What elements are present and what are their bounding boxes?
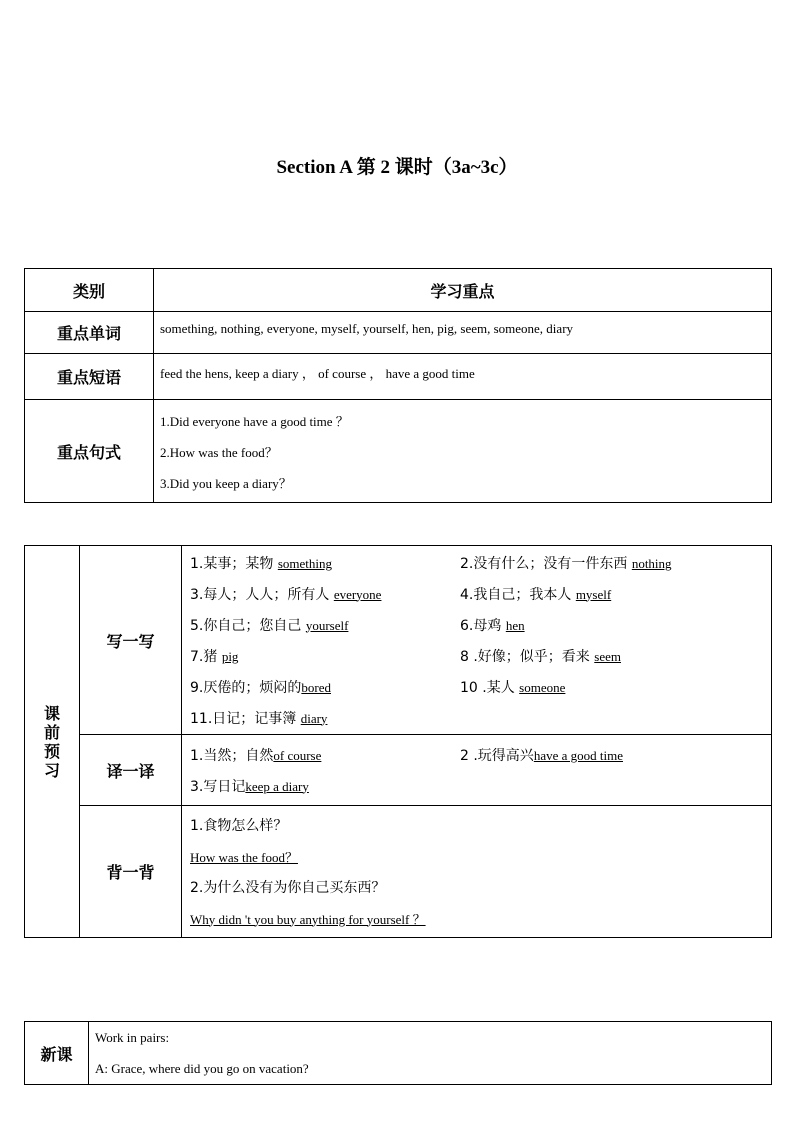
write-answer: pig [221,648,239,664]
write-cn: 9.厌倦的；烦闷的 [190,679,302,696]
recite-answer: How was the food？ [190,849,298,865]
write-cn: 1.某事；某物 [190,555,274,572]
write-row [190,671,765,702]
translate-answer: have a good time [533,747,623,763]
sentence-line: 2.How was the food？ [160,444,278,460]
write-answer: bored [301,679,331,695]
new-lesson-line: Work in pairs: [95,1029,170,1045]
write-row [190,609,765,640]
write-cn: 10 .某人 [460,679,515,696]
write-label: 写一写 [80,546,182,735]
recite-question: 2.为什么没有为你自己买东西？ [190,880,386,896]
preview-section-label [25,546,80,938]
sentence-category: 重点句式 [25,400,154,503]
recite-label: 背一背 [80,806,182,938]
write-cn: 2.没有什么；没有一件东西 [460,555,628,572]
preview-label-text [25,704,79,780]
focus-header: 学习重点 [154,269,772,312]
translate-row [190,770,765,801]
sentence-content [154,400,772,503]
write-answer: hen [505,617,525,633]
translate-answer: of course [273,747,322,763]
new-lesson-content [89,1022,772,1085]
translate-label: 译一译 [80,735,182,806]
translate-content [182,735,772,806]
write-answer: something [277,555,332,571]
recite-question: 1.食物怎么样？ [190,818,288,834]
new-lesson-table [24,1021,772,1085]
recite-content [182,806,772,938]
vocab-content: something, nothing, everyone, myself, yourself, hen, pig, seem, someone, diary [154,312,772,354]
sentence-line: 1.Did everyone have a good time ？ [160,413,349,429]
focus-table [24,268,772,503]
sentence-line: 3.Did you keep a diary？ [160,475,292,491]
write-answer: nothing [631,555,672,571]
write-cn: 5.你自己；您自己 [190,617,302,634]
new-lesson-line: A: Grace, where did you go on vacation? [95,1060,309,1076]
vocab-category: 重点单词 [25,312,154,354]
write-cn: 3.每人；人人；所有人 [190,586,330,603]
write-cn: 6.母鸡 [460,617,502,634]
write-row [190,640,765,671]
write-answer: someone [519,679,566,695]
write-answer: diary [300,710,328,726]
phrase-content: feed the hens, keep a diary ， of course ， have a good time [154,354,772,400]
write-answer: seem [594,648,621,664]
write-answer: myself [575,586,612,602]
write-row [190,547,765,578]
phrase-category: 重点短语 [25,354,154,400]
write-row [190,702,765,733]
write-cn: 11.日记；记事簿 [190,710,297,727]
write-cn: 4.我自己；我本人 [460,586,572,603]
preview-label-char: 预 [43,741,60,761]
recite-answer: Why didn 't you buy anything for yourself ？ [190,911,426,927]
translate-cn: 1.当然；自然 [190,747,274,764]
new-lesson-label: 新课 [25,1022,89,1085]
preview-label-char: 习 [43,760,60,780]
page-title: Section A 第 2 课时（3a~3c） [276,157,518,178]
write-answer: everyone [333,586,382,602]
translate-cn: 2 .玩得高兴 [460,747,534,764]
preview-label-char: 前 [43,722,60,742]
write-answer: yourself [305,617,349,633]
translate-row [190,739,765,770]
write-content [182,546,772,735]
preview-label-char: 课 [43,703,60,723]
category-header: 类别 [25,269,154,312]
write-cn: 7.猪 [190,648,218,665]
translate-answer: keep a diary [245,778,309,794]
translate-cn: 3.写日记 [190,778,246,795]
preview-table [24,545,772,938]
write-cn: 8 .好像；似乎；看来 [460,648,590,665]
write-row [190,578,765,609]
